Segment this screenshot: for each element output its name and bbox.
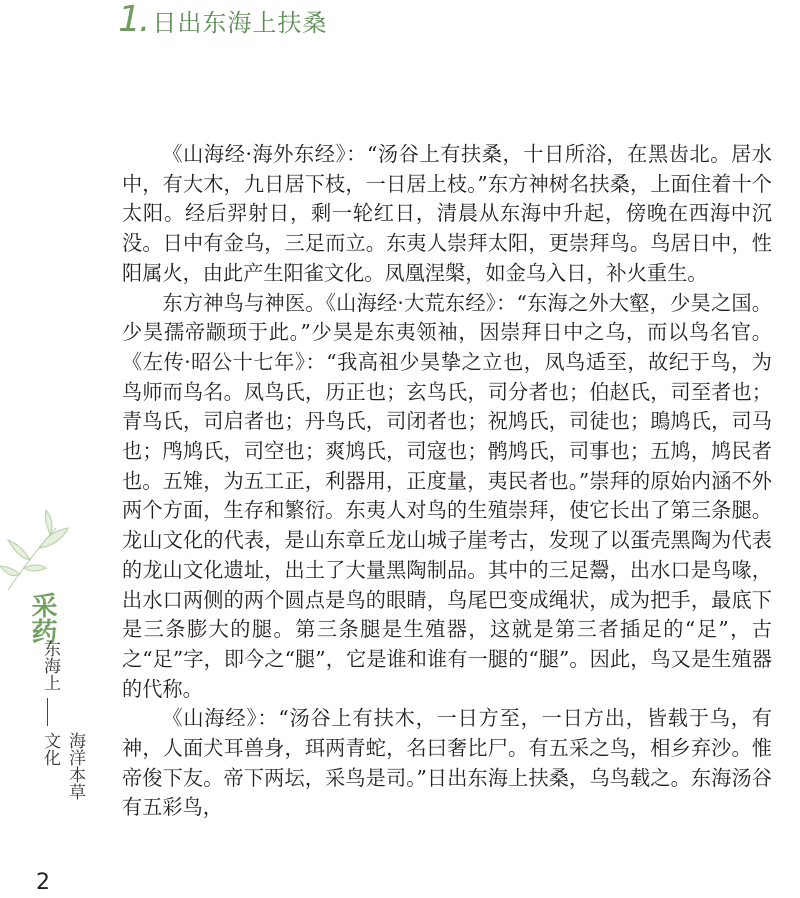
paragraph-2: 东方神鸟与神医。《山海经·大荒东经》：“东海之外大壑，少昊之国。少昊孺帝颛顼于此。”少昊是东夷领袖，因崇拜日中之乌，而以鸟名官。《左传·昭公十七年》：“我高祖少昊挚之立也，凤鸟适至，故纪于鸟，为鸟师而鸟名。凤鸟氏，历正也；玄鸟氏，司分者也；伯赵氏，司至者也；青鸟氏，司启者也；丹鸟氏，司闭者也；祝鸠氏，司徒也；鴡鸠氏，司马也；鸤鸠氏，司空也；爽鸠氏，司寇也；鹘鸠氏，司事也；五鸠，鸠民者也。五雉，为五工正，利器用，正度量，夷民者也。”崇拜的原始内涵不外两个方面，生存和繁衍。东夷人对鸟的生殖崇拜，使它长出了第三条腿。龙山文化的代表，是山东章丘龙山城子崖考古，发现了以蛋壳黑陶为代表的龙山文化遗址，出土了大量黑陶制品。其中的三足鬶，出水口是鸟喙，出水口两侧的两个圆点是鸟的眼睛，鸟尾巴变成绳状，成为把手，最底下是三条膨大的腿。第三条腿是生殖器，这就是第三者插足的“足”，古之“足”字，即今之“腿”，它是谁和谁有一腿的“腿”。因此，鸟又是生殖器的代称。: [122, 290, 772, 701]
leaf-branch-icon: [0, 510, 80, 600]
series-subtitle-1: 东海上: [40, 640, 60, 691]
heading-title: 日出东海上扶桑: [152, 8, 328, 37]
body-text: [122, 140, 772, 823]
chapter-heading: [118, 0, 327, 40]
side-decoration: [0, 510, 85, 810]
paragraph-1: 《山海经·海外东经》：“汤谷上有扶桑，十日所浴，在黑齿北。居水中，有大木，九日居下枝，一日居上枝。”东方神树名扶桑，上面住着十个太阳。经后羿射日，剩一轮红日，清晨从东海中升起，傍晚在西海中沉没。日中有金乌，三足而立。东夷人崇拜太阳，更崇拜鸟。鸟居日中，性阳属火，由此产生阳雀文化。凤凰涅槃，如金乌入日，补火重生。: [122, 142, 772, 285]
heading-number: 1.: [118, 0, 149, 40]
subtitle-divider: [47, 698, 48, 726]
series-subtitle-2: 海洋本草文化: [40, 732, 85, 800]
paragraph-3: 《山海经》：“汤谷上有扶木，一日方至，一日方出，皆载于乌，有神，人面犬耳兽身，珥两青蛇，名曰奢比尸。有五采之鸟，相乡弃沙。惟帝俊下友。帝下两坛，采鸟是司。”日出东海上扶桑，乌鸟载之。东海汤谷有五彩鸟，: [122, 706, 772, 820]
series-title: 采药: [27, 592, 57, 644]
page-number: 2: [36, 870, 50, 895]
